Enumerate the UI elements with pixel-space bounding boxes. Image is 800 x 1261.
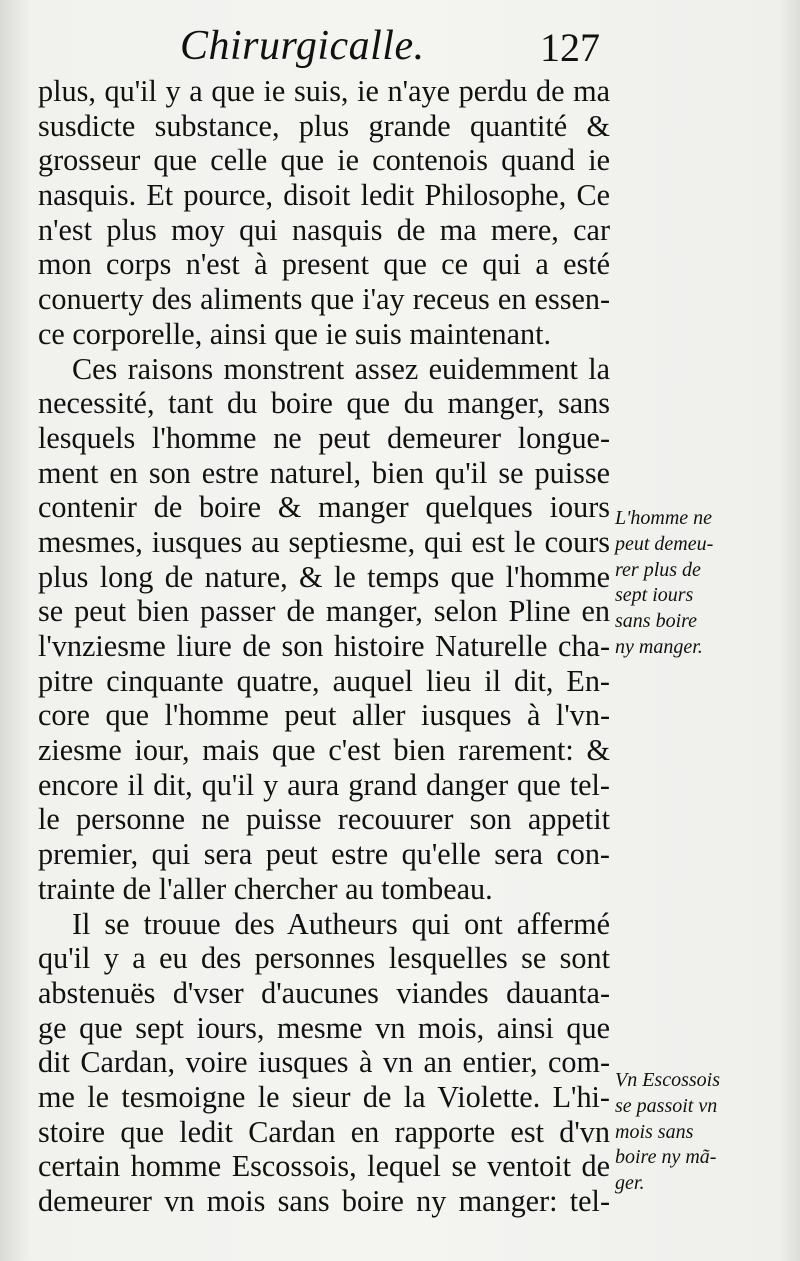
text-line: l'vnziesme liure de son histoire Naturelle cha- <box>38 629 610 663</box>
page-number: 127 <box>540 25 600 70</box>
page-header <box>40 18 600 74</box>
text-line: ziesme iour, mais que c'est bien rarement: & <box>38 733 610 768</box>
margin-note-line: boire ny mã- <box>615 1146 717 1169</box>
text-line: le personne ne puisse recouurer son appetit <box>38 802 610 837</box>
text-line: ment en son estre naturel, bien qu'il se puisse <box>38 455 610 490</box>
text-line: mon corps n'est à present que ce qui a esté <box>38 247 610 282</box>
running-title: Chirurgicalle. <box>180 23 425 69</box>
text-line: Ces raisons monstrent assez euidemment la <box>72 351 610 386</box>
text-line: me le tesmoigne le sieur de la Violette. L'hi- <box>38 1079 610 1114</box>
body-text <box>38 74 610 1219</box>
text-line: n'est plus moy qui nasquis de ma mere, car <box>38 212 610 247</box>
text-line: Il se trouue des Autheurs qui ont affermé <box>72 906 610 941</box>
text-line: grosseur que celle que ie contenois quand ie <box>38 143 610 178</box>
text-line: nasquis. Et pource, disoit ledit Philosophe, Ce <box>38 178 610 213</box>
margin-note-line: mois sans <box>615 1120 694 1143</box>
text-line: plus long de nature, & le temps que l'homme <box>38 559 610 594</box>
text-line: contenir de boire & manger quelques iours <box>38 490 610 525</box>
text-line: demeurer vn mois sans boire ny manger: tel- <box>38 1184 610 1218</box>
text-line: pitre cinquante quatre, auquel lieu il dit, En- <box>38 663 610 698</box>
margin-note-line: ny manger. <box>615 635 703 658</box>
margin-note-line: se passoit vn <box>615 1094 718 1117</box>
text-line: trainte de l'aller chercher au tombeau. <box>38 871 493 906</box>
text-line: necessité, tant du boire que du manger, sans <box>38 386 610 421</box>
margin-note-line: L'homme ne <box>615 507 713 529</box>
margin-note <box>615 1068 795 1197</box>
text-line: certain homme Escossois, lequel se ventoit de <box>38 1149 610 1184</box>
margin-note-line: peut demeu- <box>615 532 714 555</box>
text-line: conuerty des aliments que i'ay receus en essen- <box>38 282 610 317</box>
margin-note-line: ger. <box>615 1172 645 1195</box>
margin-note-line: sept iours <box>615 584 694 607</box>
text-line: dit Cardan, voire iusques à vn an entier, com- <box>38 1045 610 1080</box>
text-line: stoire que ledit Cardan en rapporte est d'vn <box>38 1114 610 1149</box>
text-line: susdicte substance, plus grande quantité & <box>38 108 610 143</box>
margin-note <box>615 506 795 661</box>
text-line: premier, qui sera peut estre qu'elle sera con- <box>38 837 610 872</box>
text-line: encore il dit, qu'il y aura grand danger que tel- <box>38 767 610 802</box>
text-line: ge que sept iours, mesme vn mois, ainsi que <box>38 1010 610 1045</box>
margin-note-line: sans boire <box>615 610 698 633</box>
text-line: qu'il y a eu des personnes lesquelles se sont <box>38 941 610 976</box>
text-line: core que l'homme peut aller iusques à l'vn- <box>38 698 610 733</box>
text-line: plus, qu'il y a que ie suis, ie n'aye perdu de ma <box>38 74 610 108</box>
text-line: se peut bien passer de manger, selon Pline en <box>38 594 610 629</box>
text-line: mesmes, iusques au septiesme, qui est le cours <box>38 524 610 559</box>
text-line: abstenuës d'vser d'aucunes viandes dauanta- <box>38 975 610 1010</box>
margin-note-line: rer plus de <box>615 558 701 581</box>
text-line: ce corporelle, ainsi que ie suis maintenant. <box>38 316 552 351</box>
text-line: lesquels l'homme ne peut demeurer longue- <box>38 420 610 455</box>
margin-note-line: Vn Escossois <box>615 1069 720 1091</box>
